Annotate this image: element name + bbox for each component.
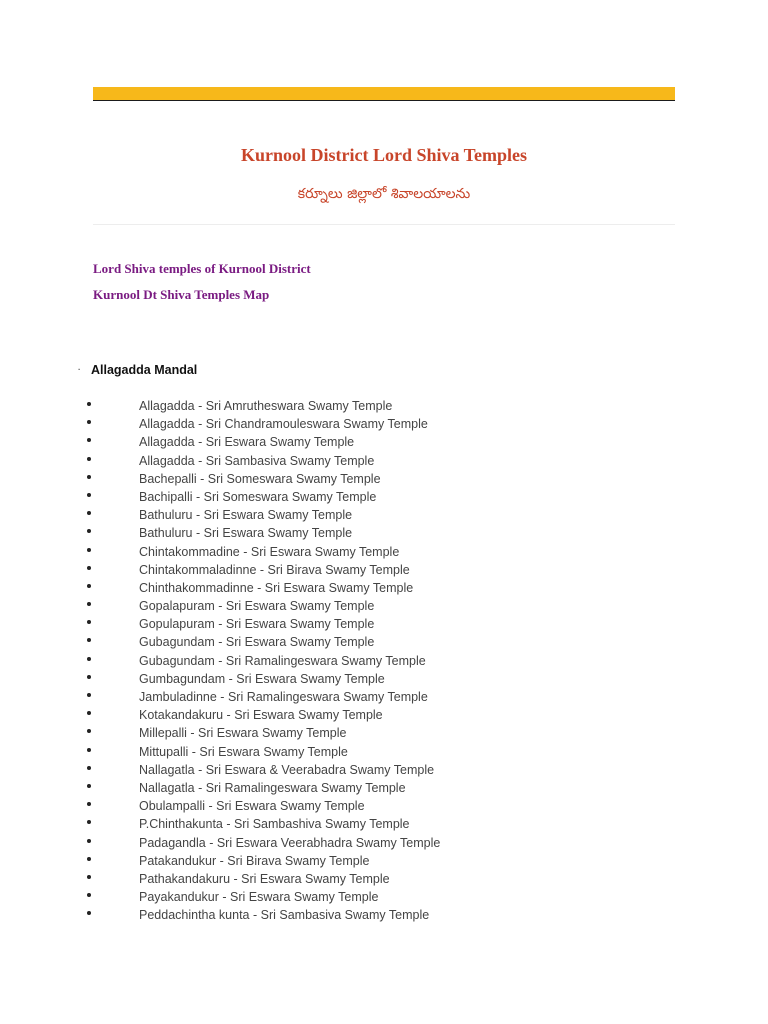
bullet-icon — [87, 693, 91, 697]
page-title: Kurnool District Lord Shiva Temples — [240, 145, 528, 165]
mandal-bullet: · — [78, 365, 81, 374]
bullet-icon — [87, 529, 91, 533]
temple-list-item — [0, 871, 768, 889]
bullet-icon — [87, 438, 91, 442]
temple-list-item — [0, 434, 768, 452]
bullet-icon — [87, 911, 91, 915]
bullet-icon — [87, 602, 91, 606]
temple-list-item — [0, 453, 768, 471]
bullet-icon — [87, 402, 91, 406]
bullet-icon — [87, 638, 91, 642]
temple-list-item — [0, 507, 768, 525]
temple-name: Chintakommaladinne - Sri Birava Swamy Temple — [139, 562, 410, 577]
bullet-icon — [87, 857, 91, 861]
temple-name: Jambuladinne - Sri Ramalingeswara Swamy Temple — [139, 690, 428, 704]
temple-list-item — [0, 762, 768, 780]
temple-list-item — [0, 562, 768, 580]
bullet-icon — [87, 475, 91, 479]
temple-list-item — [0, 816, 768, 834]
header-divider — [93, 224, 675, 225]
temple-list-item — [0, 707, 768, 725]
link-shiva-temples-map[interactable]: Kurnool Dt Shiva Temples Map — [93, 287, 270, 302]
temple-name: Obulampalli - Sri Eswara Swamy Temple — [139, 799, 365, 814]
temple-name: Gopulapuram - Sri Eswara Swamy Temple — [139, 617, 375, 632]
temple-name: Nallagatla - Sri Ramalingeswara Swamy Temple — [139, 780, 406, 795]
temple-list-item — [0, 525, 768, 543]
temple-name: Gumbagundam - Sri Eswara Swamy Temple — [139, 671, 385, 686]
bullet-icon — [87, 748, 91, 752]
bullet-icon — [87, 675, 91, 679]
temple-list-item — [0, 889, 768, 907]
temple-name: Chinthakommadinne - Sri Eswara Swamy Temple — [139, 580, 414, 595]
temple-list-item — [0, 835, 768, 853]
bullet-icon — [87, 657, 91, 661]
bullet-icon — [87, 839, 91, 843]
bullet-icon — [87, 802, 91, 806]
bullet-icon — [87, 566, 91, 570]
temple-name: Allagadda - Sri Eswara Swamy Temple — [139, 435, 355, 450]
temple-name: Payakandukur - Sri Eswara Swamy Temple — [139, 890, 379, 905]
temple-name: Patakandukur - Sri Birava Swamy Temple — [139, 853, 370, 868]
bullet-icon — [87, 820, 91, 824]
temple-list-item — [0, 671, 768, 689]
temple-name: Gopalapuram - Sri Eswara Swamy Temple — [139, 599, 375, 614]
temple-list-item — [0, 616, 768, 634]
temple-list-item — [0, 744, 768, 762]
bullet-icon — [87, 620, 91, 624]
temple-list-item — [0, 580, 768, 598]
temple-name: Padagandla - Sri Eswara Veerabhadra Swamy Temple — [139, 835, 441, 850]
temple-list-item — [0, 689, 768, 707]
temple-list-item — [0, 471, 768, 489]
mandal-name: Allagadda Mandal — [91, 363, 198, 377]
temple-name: Mittupalli - Sri Eswara Swamy Temple — [139, 744, 348, 759]
temple-list-item — [0, 907, 768, 925]
temple-name: Allagadda - Sri Sambasiva Swamy Temple — [139, 453, 375, 468]
bullet-icon — [87, 511, 91, 515]
temple-list-item — [0, 398, 768, 416]
temple-name: Pathakandakuru - Sri Eswara Swamy Temple — [139, 871, 390, 886]
temple-list-item — [0, 780, 768, 798]
temple-list-item — [0, 634, 768, 652]
temple-list-item — [0, 544, 768, 562]
temple-name: Gubagundam - Sri Ramalingeswara Swamy Temple — [139, 653, 426, 668]
link-shiva-temples-of-kurnool[interactable]: Lord Shiva temples of Kurnool District — [93, 261, 311, 276]
temple-list-item — [0, 653, 768, 671]
temple-list-item — [0, 725, 768, 743]
bullet-icon — [87, 457, 91, 461]
temple-list-item — [0, 489, 768, 507]
temple-name: Bathuluru - Sri Eswara Swamy Temple — [139, 508, 353, 523]
bullet-icon — [87, 584, 91, 588]
bullet-icon — [87, 420, 91, 424]
bullet-icon — [87, 711, 91, 715]
temple-name: Gubagundam - Sri Eswara Swamy Temple — [139, 635, 375, 650]
temple-list-item — [0, 853, 768, 871]
page-subtitle-telugu: కర్నూలు జిల్లాలో శివాలయాలను — [297, 186, 471, 202]
bullet-icon — [87, 875, 91, 879]
temple-list — [0, 398, 768, 925]
temple-name: P.Chinthakunta - Sri Sambashiva Swamy Temple — [139, 817, 410, 832]
bullet-icon — [87, 784, 91, 788]
bullet-icon — [87, 493, 91, 497]
temple-name: Bathuluru - Sri Eswara Swamy Temple — [139, 526, 353, 541]
header-accent-bar — [93, 87, 675, 101]
bullet-icon — [87, 893, 91, 897]
temple-name: Peddachintha kunta - Sri Sambasiva Swamy Temple — [139, 908, 430, 923]
temple-name: Kotakandakuru - Sri Eswara Swamy Temple — [139, 708, 383, 723]
temple-name: Nallagatla - Sri Eswara & Veerabadra Swamy Temple — [139, 762, 435, 777]
temple-name: Bachepalli - Sri Someswara Swamy Temple — [139, 471, 381, 486]
temple-name: Bachipalli - Sri Someswara Swamy Temple — [139, 489, 377, 504]
temple-list-item — [0, 798, 768, 816]
bullet-icon — [87, 548, 91, 552]
temple-name: Allagadda - Sri Amrutheswara Swamy Temple — [139, 399, 393, 413]
temple-list-item — [0, 416, 768, 434]
bullet-icon — [87, 766, 91, 770]
bullet-icon — [87, 729, 91, 733]
temple-list-item — [0, 598, 768, 616]
temple-name: Millepalli - Sri Eswara Swamy Temple — [139, 726, 347, 741]
temple-name: Chintakommadine - Sri Eswara Swamy Temple — [139, 544, 400, 559]
temple-name: Allagadda - Sri Chandramouleswara Swamy Temple — [139, 417, 428, 432]
